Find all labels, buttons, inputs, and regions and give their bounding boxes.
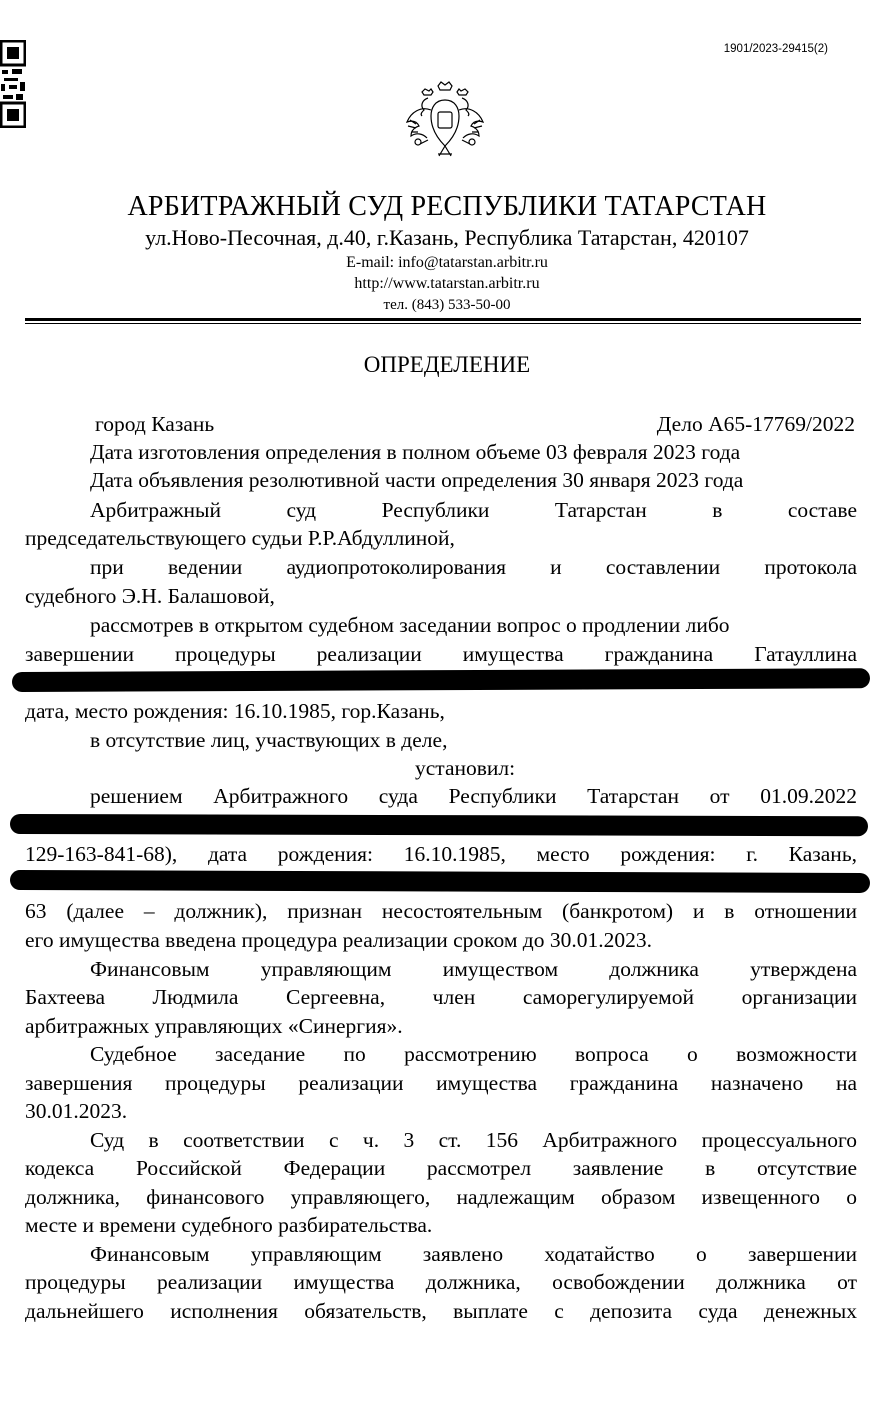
text-line: завершения процедуры реализации имущества гражданина назначено на [25,1071,857,1095]
qr-code [0,40,26,128]
text-line: завершении процедуры реализации имущества гражданина Гатауллина [25,642,857,666]
text-line: 129-163-841-68), дата рождения: 16.10.1985, место рождения: г. Казань, [25,842,857,866]
text-line: арбитражных управляющих «Синергия». [25,1014,403,1038]
text-line: Арбитражный суд Республики Татарстан в составе [90,498,857,522]
document-title: ОПРЕДЕЛЕНИЕ [363,352,531,377]
court-phone: тел. (843) 533-50-00 [383,297,511,313]
court-email: E-mail: info@tatarstan.arbitr.ru [346,254,548,271]
text-line: дальнейшего исполнения обязательств, выплате с депозита суда денежных [25,1299,857,1323]
court-website: http://www.tatarstan.arbitr.ru [354,275,540,292]
text-line: Судебное заседание по рассмотрению вопроса о возможности [90,1042,857,1066]
text-line: Дата объявления резолютивной части определения 30 января 2023 года [90,468,744,492]
court-address: ул.Ново-Песочная, д.40, г.Казань, Республика Татарстан, 420107 [145,225,749,250]
text-line: судебного Э.Н. Балашовой, [25,584,275,608]
text-line: процедуры реализации имущества должника, освобождении должника от [25,1270,857,1294]
city-label: город Казань [95,412,215,436]
text-line: председательствующего судьи Р.Р.Абдуллиной, [25,526,455,550]
court-name: АРБИТРАЖНЫЙ СУД РЕСПУБЛИКИ ТАТАРСТАН [127,191,767,222]
text-line: Дата изготовления определения в полном объеме 03 февраля 2023 года [90,440,741,464]
text-line: решением Арбитражного суда Республики Татарстан от 01.09.2022 [90,784,857,808]
text-line: рассмотрев в открытом судебном заседании вопрос о продлении либо [90,613,730,637]
case-number: Дело А65-17769/2022 [656,412,855,436]
text-line: кодекса Российской Федерации рассмотрел заявление в отсутствие [25,1156,857,1180]
redaction-bar [10,870,870,893]
header-divider-thin [25,323,861,324]
text-line: 63 (далее – должник), признан несостоятельным (банкротом) и в отношении [25,899,857,923]
text-line: Финансовым управляющим заявлено ходатайство о завершении [90,1242,857,1266]
text-line: должника, финансового управляющего, надлежащим образом извещенного о [25,1185,857,1209]
text-line: Суд в соответствии с ч. 3 ст. 156 Арбитражного процессуального [90,1128,857,1152]
redaction-bar [12,668,870,692]
text-line: дата, место рождения: 16.10.1985, гор.Казань, [25,699,445,723]
text-line: в отсутствие лиц, участвующих в деле, [90,728,448,752]
redaction-bar [10,814,868,836]
section-heading-established: установил: [415,756,516,780]
text-line: при ведении аудиопротоколирования и составлении протокола [90,555,857,579]
text-line: месте и времени судебного разбирательства. [25,1213,433,1237]
text-line: 30.01.2023. [25,1099,128,1123]
text-line: его имущества введена процедура реализации сроком до 30.01.2023. [25,928,652,952]
text-line: Бахтеева Людмила Сергеевна, член саморегулируемой организации [25,985,857,1009]
header-divider-thick [25,318,861,321]
coat-of-arms-emblem [400,80,490,164]
text-line: Финансовым управляющим имуществом должника утверждена [90,957,857,981]
case-stamp-number: 1901/2023-29415(2) [723,43,828,55]
